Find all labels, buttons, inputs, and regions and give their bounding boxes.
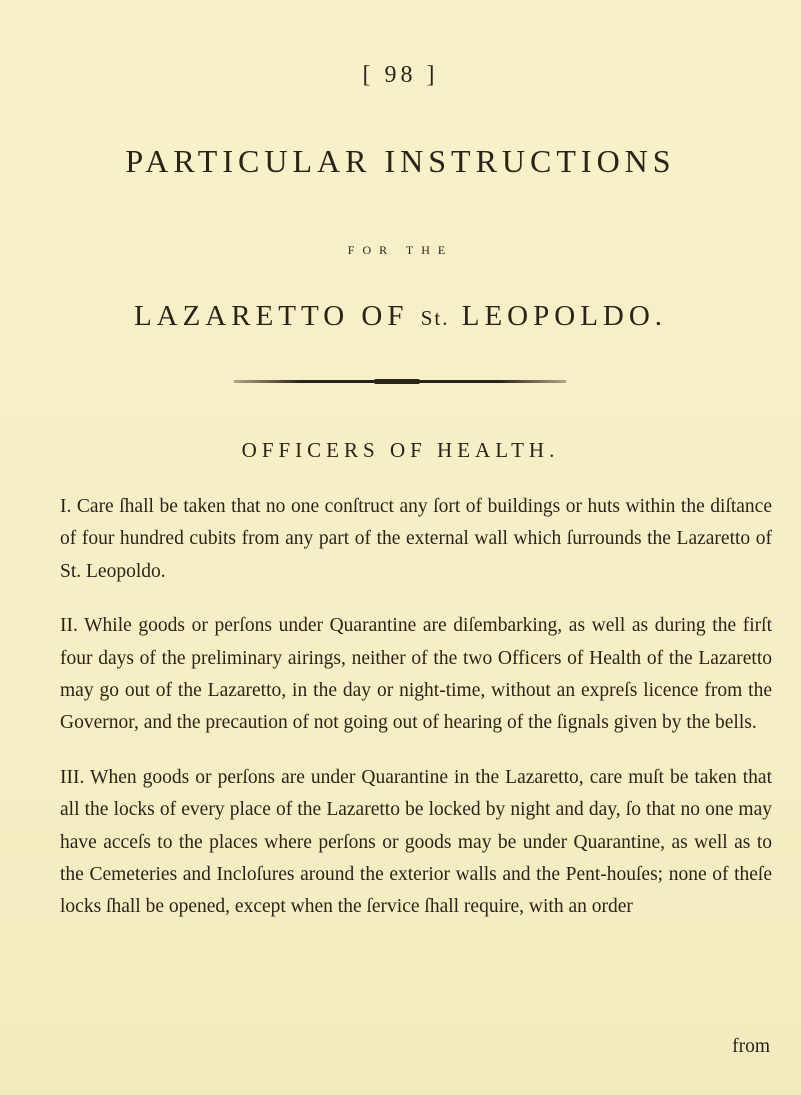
paragraph-1: I. Care ſhall be taken that no one conſtruct any ſort of buildings or huts within the diſtance of four hundred cubits from any part of the external wall which ſurrounds the Lazaretto of St. Leopoldo. [60, 496, 772, 582]
catchword: from [732, 1036, 770, 1057]
section-heading: OFFICERS OF HEALTH. [241, 438, 560, 462]
ornamental-rule [234, 380, 566, 383]
heading-st: St. [420, 306, 450, 330]
subtitle: FOR THE [347, 243, 454, 257]
title: PARTICULAR INSTRUCTIONS [125, 143, 676, 179]
paragraph-3: III. When goods or perſons are under Quarantine in the Lazaretto, care muſt be taken that all the locks of every place of the Lazaretto be locked by night and day, ſo that no one may have acceſs to the places where perſons or goods may be under Quarantine, as well as to the Cemeteries and Incloſures around the exterior walls and the Pent-houſes; none of theſe locks ſhall be opened, except when the ſervice ſhall require, with an order [60, 766, 772, 918]
heading-prefix: LAZARETTO OF [133, 300, 421, 332]
lazaretto-heading [0, 300, 801, 333]
body-text [60, 491, 772, 946]
page-number: [ 98 ] [362, 62, 439, 88]
heading-suffix: LEOPOLDO. [449, 300, 668, 332]
paragraph-2: II. While goods or perſons under Quarantine are diſembarking, as well as during the firſt four days of the preliminary airings, neither of the two Officers of Health of the Lazaretto may go out of the Lazaretto, in the day or night-time, without an expreſs licence from the Governor, and the precaution of not going out of hearing of the ſignals given by the bells. [60, 615, 772, 734]
